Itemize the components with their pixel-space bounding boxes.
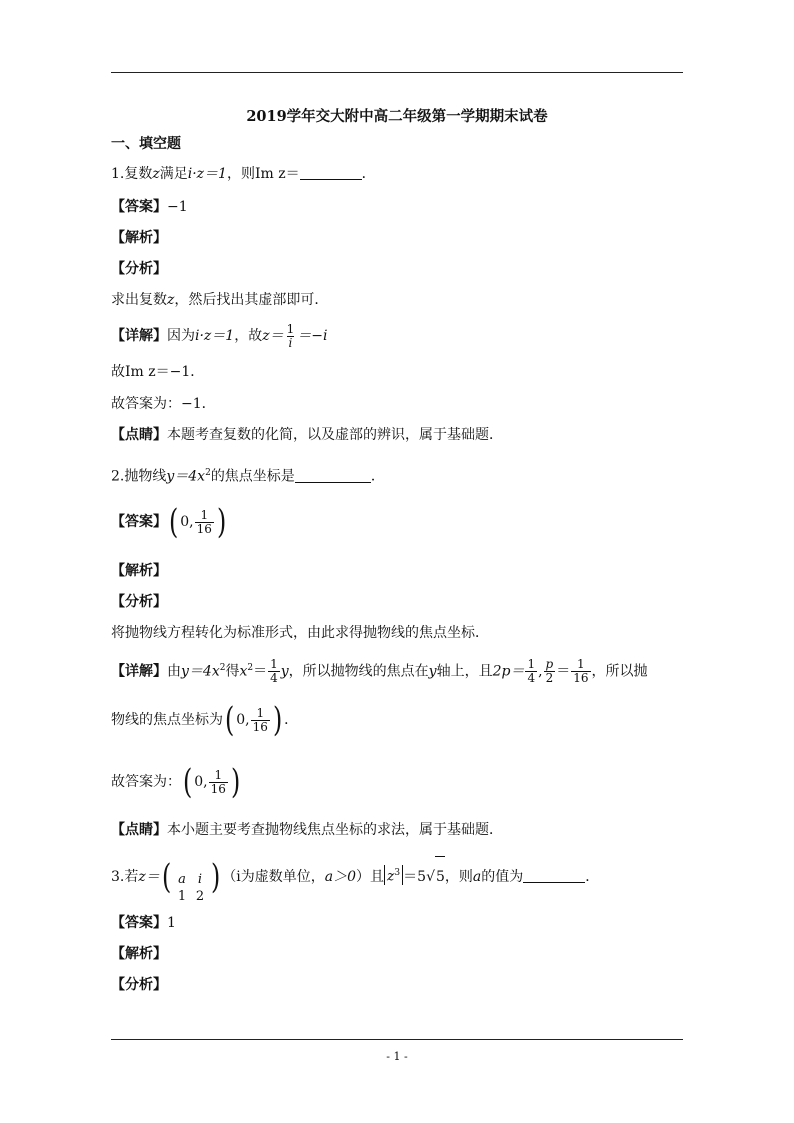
coordinate-parens: ( 0, $\frac{1}{16}$ ) [168,502,227,542]
q1-final: 故答案为：−1． [111,396,216,412]
question-3: 3.若z＝ ( a i 1 2 ) （i为虚数单位，a＞0）且 $z^3 =5√5$，则a的值为 ． [111,857,600,904]
fraction: $\frac{1}{i}$ [286,321,295,350]
q3-fenxi: 【分析】 [111,977,167,993]
page-number: - 1 - [386,1050,408,1063]
page-title: 2019学年交大附中高二年级第一学期期末试卷 [246,108,548,125]
q2-final: 故答案为： ( 0, $\frac{1}{16}$ ) [111,762,241,802]
q3-jiexi: 【解析】 [111,946,167,962]
answer-blank [300,165,362,180]
matrix: a i 1 2 [177,872,205,904]
q1-analysis: 求出复数z，然后找出其虚部即可． [111,292,329,308]
q2-detail: 【详解】由$y=4x^2$得$x^2=$ $\frac{1}{4}$ y，所以抛物线的焦点在y轴上，且2p＝ $\frac{1}{4}$ , $\frac{p}{2}$ ＝ $\frac{1}{16}$ ，所以抛 [111,657,648,686]
q2-fenxi: 【分析】 [111,594,167,610]
answer-blank [295,468,371,483]
answer-blank [523,868,585,883]
q1-jiexi: 【解析】 [111,230,167,246]
absolute-value: $z^3$ [384,865,403,885]
q2-point: 【点睛】本小题主要考查抛物线焦点坐标的求法，属于基础题． [111,822,503,838]
q2-jiexi: 【解析】 [111,563,167,579]
q1-detail: 【详解】因为i·z＝1，故z＝ $\frac{1}{i}$ ＝−i [111,321,328,350]
question-1: 1.复数z满足i·z＝1，则Im z＝ ． [111,166,376,182]
q3-answer: 【答案】1 [111,915,176,931]
q1-so: 故Im z＝−1． [111,364,205,380]
footer-rule [111,1039,683,1040]
q1-point: 【点睛】本题考查复数的化简，以及虚部的辨识，属于基础题． [111,427,503,443]
q1-fenxi: 【分析】 [111,261,167,277]
section-heading: 一、填空题 [111,136,181,152]
header-rule [111,72,683,73]
q2-answer: 【答案】 ( 0, $\frac{1}{16}$ ) [111,502,227,542]
q1-answer: 【答案】−1 [111,199,188,215]
q2-detail-line2: 物线的焦点坐标为 ( 0, $\frac{1}{16}$ ) ． [111,700,299,740]
matrix-parens: ( a i 1 2 ) [161,857,221,904]
question-2: 2.抛物线$y=4x^2$的焦点坐标是 ． [111,468,385,485]
q2-analysis: 将抛物线方程转化为标准形式，由此求得抛物线的焦点坐标． [111,625,489,641]
